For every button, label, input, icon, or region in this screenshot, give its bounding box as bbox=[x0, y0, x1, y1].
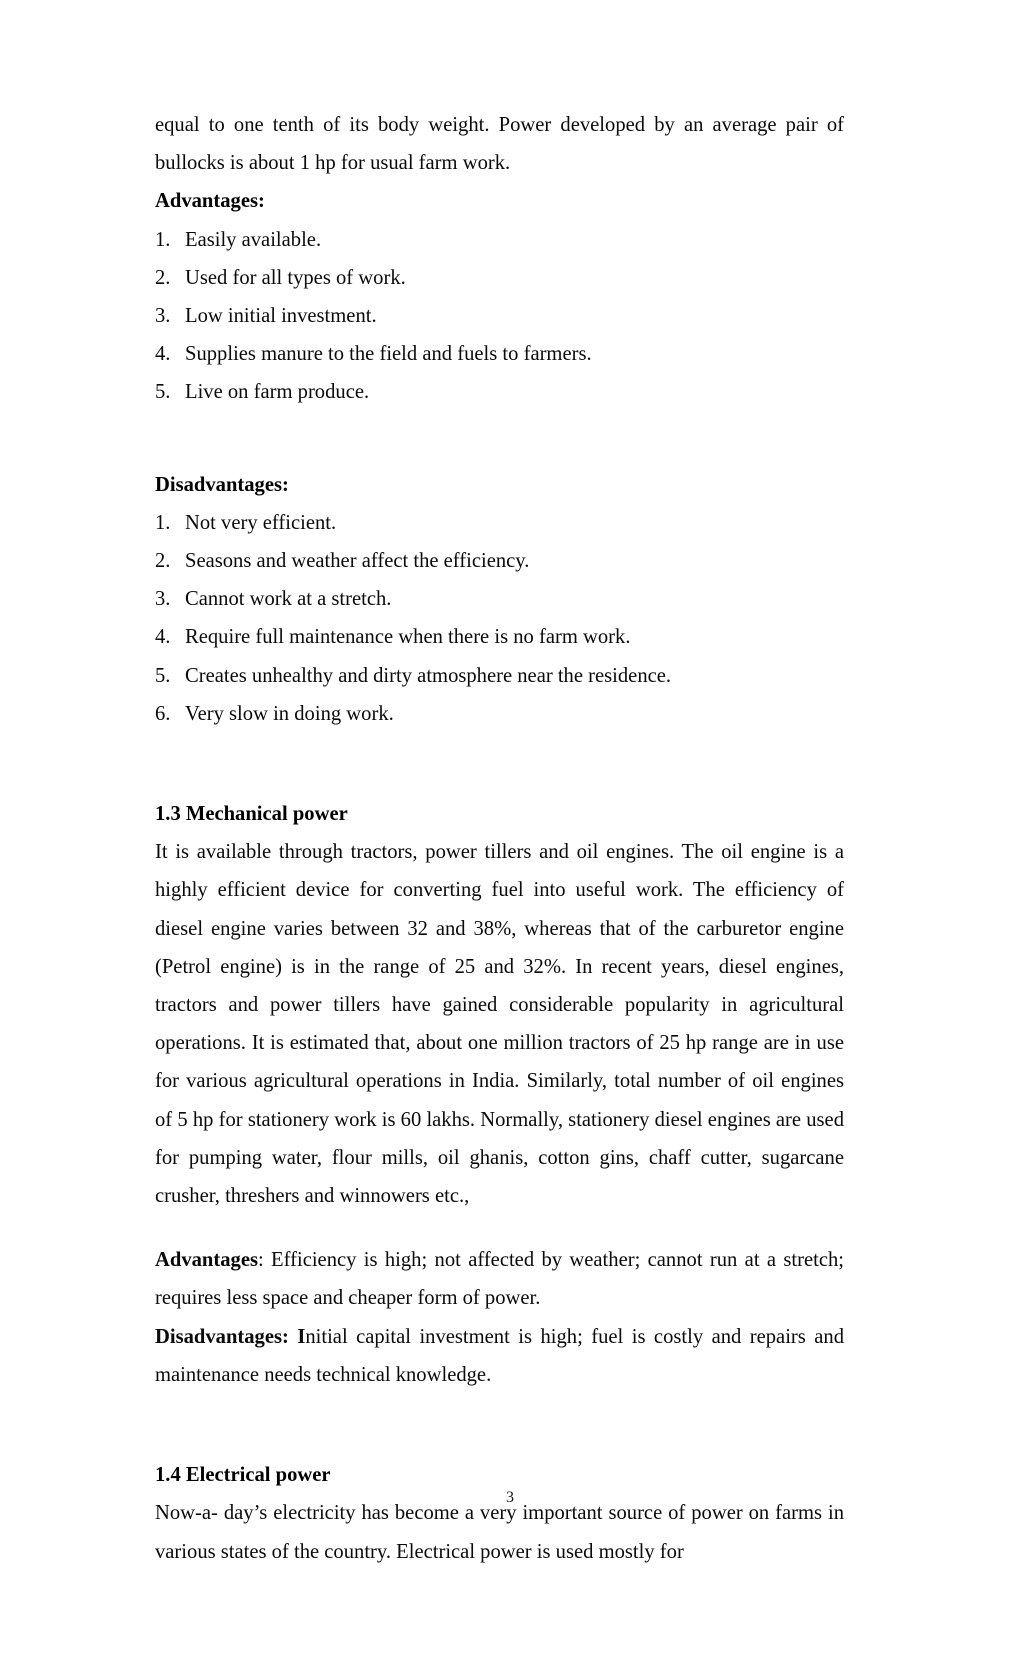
list-item-number: 2. bbox=[155, 266, 171, 289]
list-item-text: Used for all types of work. bbox=[185, 266, 406, 289]
list-item-text: Not very efficient. bbox=[185, 511, 337, 534]
page-content-column bbox=[155, 106, 844, 1571]
disadvantages-list bbox=[155, 504, 844, 733]
section-heading-1-3: 1.3 Mechanical power bbox=[155, 803, 348, 826]
list-item-number: 6. bbox=[155, 702, 171, 725]
list-item bbox=[155, 259, 844, 297]
spacer bbox=[155, 1394, 844, 1456]
list-item bbox=[155, 580, 844, 618]
list-item-text: Require full maintenance when there is no farm work. bbox=[185, 626, 631, 649]
spacer bbox=[155, 1215, 844, 1241]
advantages-list bbox=[155, 221, 844, 412]
list-item-number: 2. bbox=[155, 550, 171, 573]
section-1-3-paragraph: It is available through tractors, power tillers and oil engines. The oil engine is a highly efficient device for converting fuel into useful work. The efficiency of diesel engine varies between 32 and 38%, whereas that of the carburetor engine (Petrol engine) is in the range of 25 and 32%. In recent years, diesel engines, tractors and power tillers have gained considerable popularity in agricultural operations. It is estimated that, about one million tractors of 25 hp range are in use for various agricultural operations in India. Similarly, total number of oil engines of 5 hp for stationery work is 60 lakhs. Normally, stationery diesel engines are used for pumping water, flour mills, oil ghanis, cotton gins, chaff cutter, sugarcane crusher, threshers and winnowers etc., bbox=[155, 841, 844, 1208]
disadvantages-inline-text: nitial capital investment is high; fuel is costly and repairs and maintenance needs technical knowledge. bbox=[155, 1325, 844, 1386]
list-item bbox=[155, 618, 844, 656]
section-1-3-advantages-paragraph bbox=[155, 1241, 844, 1317]
list-item-text: Live on farm produce. bbox=[185, 381, 370, 404]
list-item bbox=[155, 504, 844, 542]
list-item-text: Creates unhealthy and dirty atmosphere near the residence. bbox=[185, 664, 672, 687]
list-item-number: 3. bbox=[155, 305, 171, 328]
list-item-number: 4. bbox=[155, 626, 171, 649]
list-item-number: 5. bbox=[155, 381, 171, 404]
list-item-text: Easily available. bbox=[185, 228, 322, 251]
list-item bbox=[155, 221, 844, 259]
page-number: 3 bbox=[506, 1489, 514, 1506]
list-item-text: Seasons and weather affect the efficiency. bbox=[185, 550, 530, 573]
disadvantages-inline-label: Disadvantages: I bbox=[155, 1325, 306, 1348]
list-item-text: Very slow in doing work. bbox=[185, 702, 394, 725]
intro-paragraph: equal to one tenth of its body weight. Power developed by an average pair of bullocks is about 1 hp for usual farm work. bbox=[155, 114, 844, 175]
spacer bbox=[155, 733, 844, 795]
disadvantages-heading: Disadvantages: bbox=[155, 473, 289, 496]
list-item-number: 1. bbox=[155, 511, 171, 534]
list-item bbox=[155, 373, 844, 411]
section-1-4-paragraph: Now-a- day’s electricity has become a very important source of power on farms in various states of the country. Electrical power is used mostly for bbox=[155, 1502, 844, 1563]
list-item bbox=[155, 542, 844, 580]
list-item-text: Low initial investment. bbox=[185, 305, 377, 328]
section-1-3-disadvantages-paragraph bbox=[155, 1318, 844, 1394]
list-item-number: 1. bbox=[155, 228, 171, 251]
list-item-text: Cannot work at a stretch. bbox=[185, 588, 392, 611]
list-item-number: 4. bbox=[155, 343, 171, 366]
spacer bbox=[155, 412, 844, 466]
list-item-number: 5. bbox=[155, 664, 171, 687]
list-item bbox=[155, 695, 844, 733]
list-item bbox=[155, 297, 844, 335]
advantages-inline-label: Advantages bbox=[155, 1249, 258, 1272]
list-item bbox=[155, 657, 844, 695]
list-item-number: 3. bbox=[155, 588, 171, 611]
advantages-inline-text: : Efficiency is high; not affected by weather; cannot run at a stretch; requires less space and cheaper form of power. bbox=[155, 1249, 844, 1310]
list-item-text: Supplies manure to the field and fuels to farmers. bbox=[185, 343, 592, 366]
list-item bbox=[155, 335, 844, 373]
section-heading-1-4: 1.4 Electrical power bbox=[155, 1464, 331, 1487]
advantages-heading: Advantages: bbox=[155, 190, 265, 213]
